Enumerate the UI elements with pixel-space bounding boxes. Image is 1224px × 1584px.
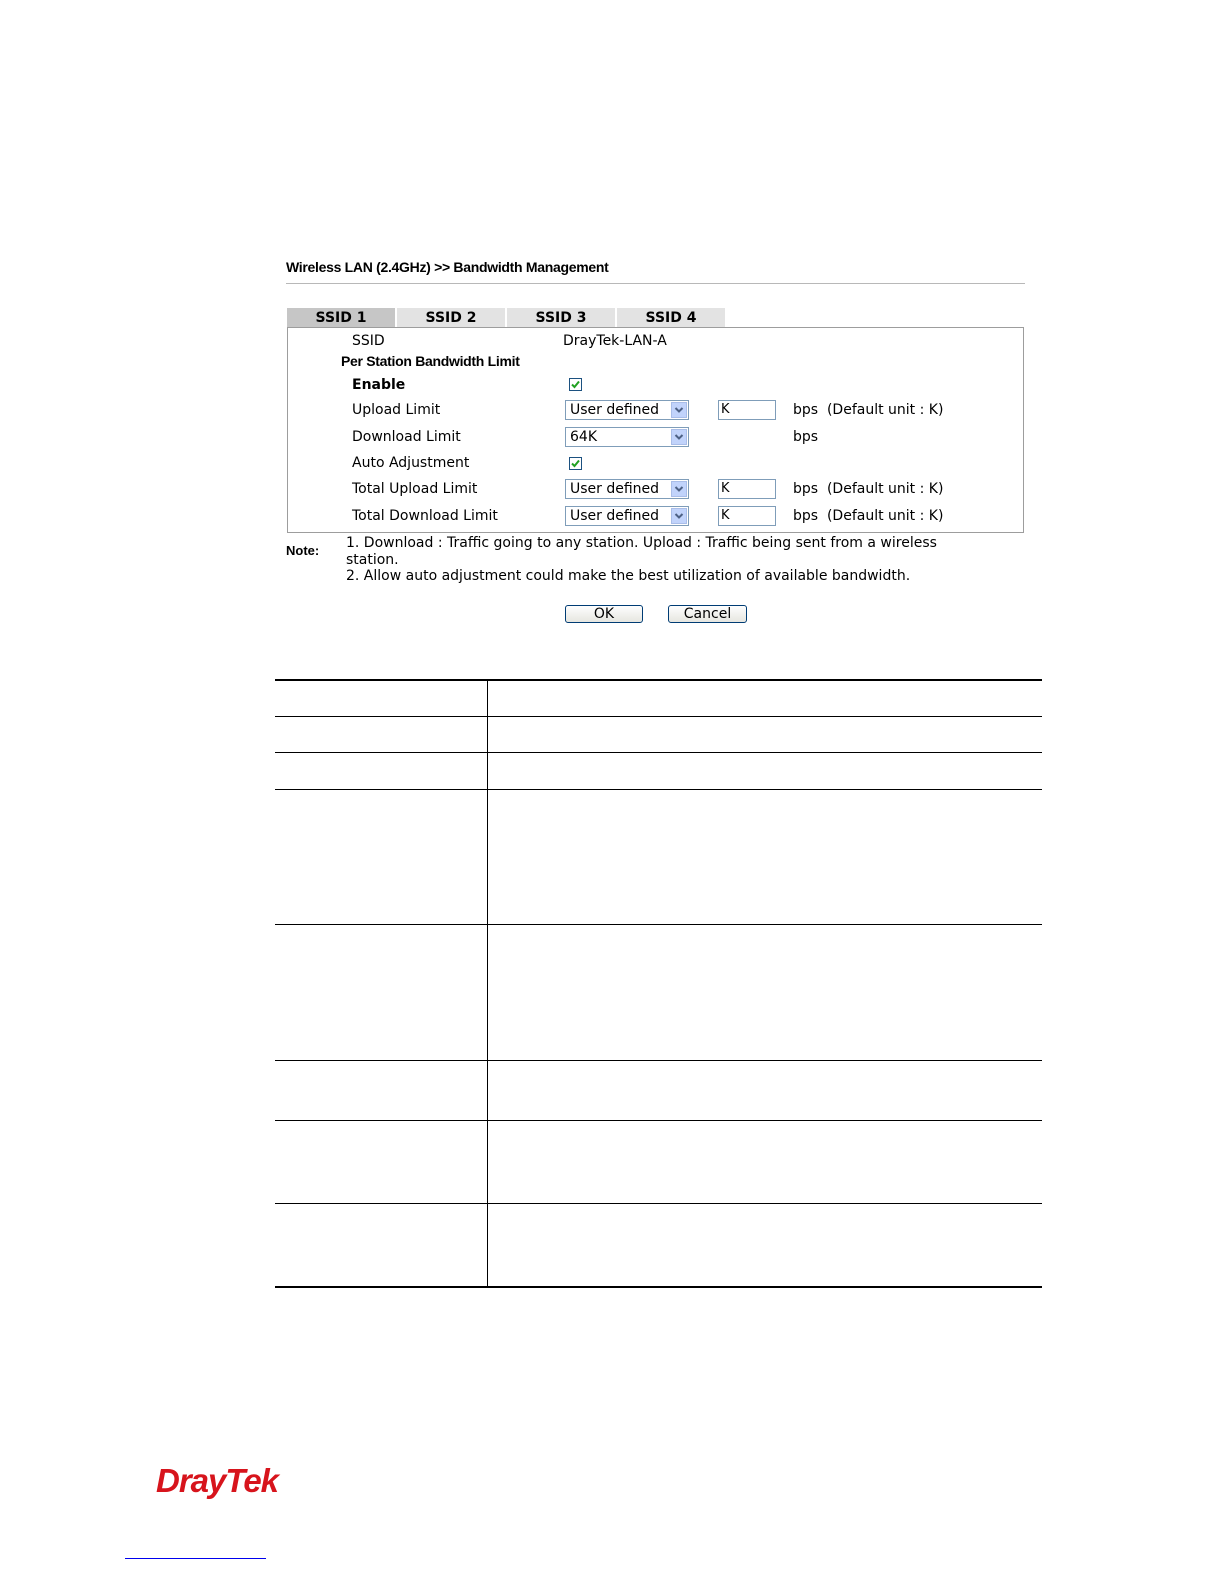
total-download-value: User defined — [570, 508, 660, 524]
table-column-divider — [487, 681, 488, 1286]
note-line-1: 1. Download : Traffic going to any station. Upload : Traffic being sent from a wireless — [346, 535, 937, 551]
total-download-input[interactable]: K — [718, 506, 776, 526]
draytek-logo: DrayTek — [156, 1462, 279, 1499]
title-divider — [286, 283, 1025, 284]
table-bottom-rule — [275, 1286, 1042, 1288]
page-title: Wireless LAN (2.4GHz) >> Bandwidth Management — [286, 259, 609, 275]
check-icon — [570, 379, 581, 390]
total-download-select[interactable] — [565, 506, 689, 526]
table-row-divider — [275, 1060, 1042, 1061]
ssid-tabs — [287, 308, 727, 328]
chevron-down-icon — [671, 429, 687, 445]
tab-ssid-4[interactable]: SSID 4 — [617, 308, 725, 328]
total-upload-input[interactable]: K — [718, 479, 776, 499]
table-row-divider — [275, 716, 1042, 717]
upload-limit-unit: bps (Default unit : K) — [793, 402, 944, 418]
note-text — [346, 535, 1026, 585]
upload-limit-value: User defined — [570, 402, 660, 418]
tab-ssid-2[interactable]: SSID 2 — [397, 308, 505, 328]
total-download-unit: bps (Default unit : K) — [793, 508, 944, 524]
cancel-button[interactable]: Cancel — [668, 605, 747, 623]
note-heading: Note: — [286, 543, 320, 558]
tab-ssid-1[interactable]: SSID 1 — [287, 308, 395, 328]
note-line-1b: station. — [346, 551, 399, 568]
note-line-2: 2. Allow auto adjustment could make the best utilization of available bandwidth. — [346, 568, 911, 584]
ok-button[interactable]: OK — [565, 605, 643, 623]
chevron-down-icon — [671, 481, 687, 497]
auto-adjust-checkbox[interactable] — [569, 457, 582, 470]
total-upload-value: User defined — [570, 481, 660, 497]
total-download-label: Total Download Limit — [352, 508, 498, 524]
tab-ssid-3[interactable]: SSID 3 — [507, 308, 615, 328]
total-upload-unit: bps (Default unit : K) — [793, 481, 944, 497]
download-limit-value: 64K — [570, 429, 597, 445]
section-title: Per Station Bandwidth Limit — [341, 353, 520, 369]
enable-label: Enable — [352, 377, 406, 393]
table-top-rule — [275, 679, 1042, 681]
download-limit-unit: bps — [793, 429, 819, 445]
table-row-divider — [275, 789, 1042, 790]
table-row-divider — [275, 1120, 1042, 1121]
table-row-divider — [275, 1203, 1042, 1204]
table-row-divider — [275, 752, 1042, 753]
ssid-label: SSID — [352, 333, 385, 349]
total-upload-select[interactable] — [565, 479, 689, 499]
upload-limit-label: Upload Limit — [352, 402, 441, 418]
footer-link-underline — [125, 1558, 266, 1559]
check-icon — [570, 458, 581, 469]
table-row-divider — [275, 924, 1042, 925]
download-limit-label: Download Limit — [352, 429, 461, 445]
upload-limit-input[interactable]: K — [718, 400, 776, 420]
chevron-down-icon — [671, 402, 687, 418]
enable-checkbox[interactable] — [569, 378, 582, 391]
chevron-down-icon — [671, 508, 687, 524]
download-limit-select[interactable] — [565, 427, 689, 447]
total-upload-label: Total Upload Limit — [352, 481, 478, 497]
upload-limit-select[interactable] — [565, 400, 689, 420]
ssid-value: DrayTek-LAN-A — [563, 333, 667, 349]
auto-adjust-label: Auto Adjustment — [352, 455, 470, 471]
